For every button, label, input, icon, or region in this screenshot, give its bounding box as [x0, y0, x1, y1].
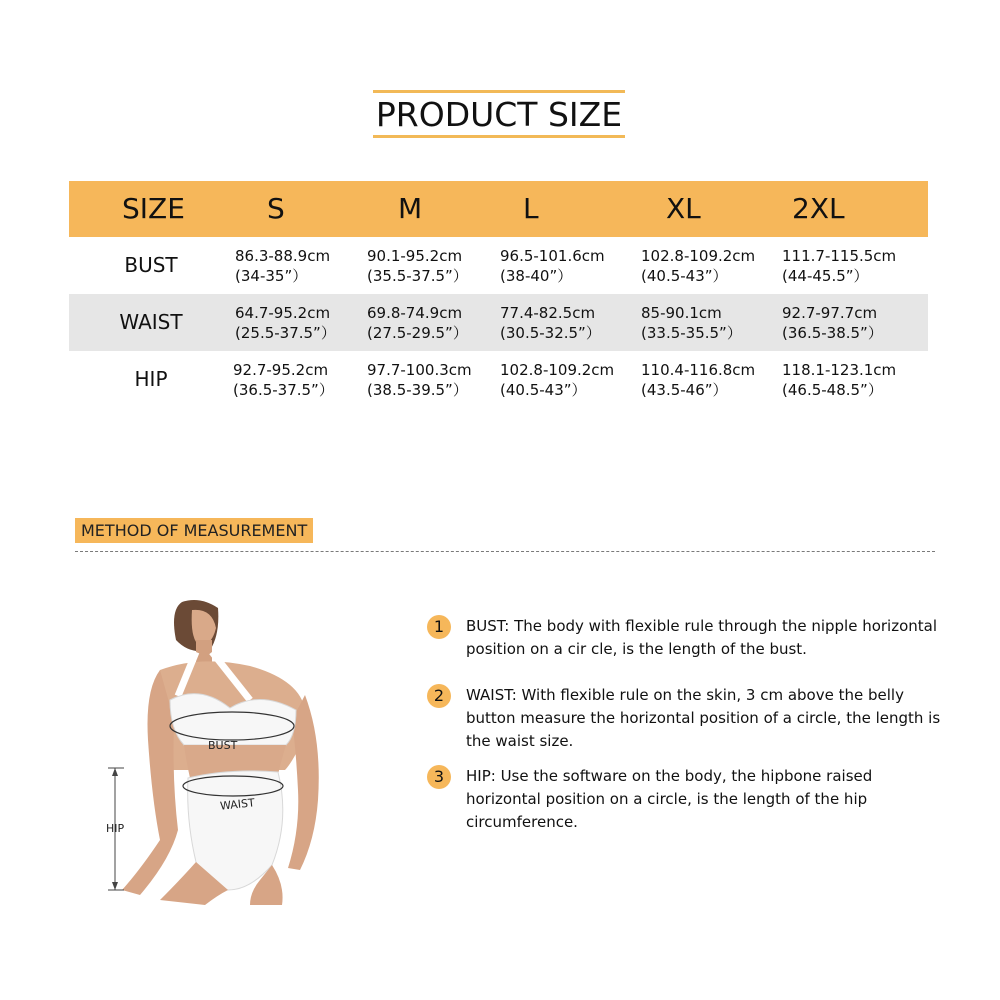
row-label-waist: WAIST: [119, 310, 183, 334]
figure-label-bust: BUST: [208, 739, 238, 752]
cell-hip-xl: [641, 360, 755, 400]
cell-cm: 96.5-101.6cm: [500, 247, 605, 265]
cell-bust-s: [235, 246, 330, 286]
size-header-xl: XL: [666, 192, 701, 225]
cell-waist-m: [367, 303, 468, 343]
cell-cm: 102.8-109.2cm: [500, 361, 615, 379]
cell-waist-l: [500, 303, 601, 343]
size-table-header: [69, 181, 928, 237]
method-heading: METHOD OF MEASUREMENT: [75, 518, 313, 543]
cell-cm: 64.7-95.2cm: [235, 304, 331, 322]
cell-cm: 86.3-88.9cm: [235, 247, 331, 265]
cell-cm: 110.4-116.8cm: [641, 361, 756, 379]
figure-label-hip: HIP: [106, 822, 125, 835]
cell-bust-2xl: [782, 246, 896, 286]
size-header-m: M: [398, 192, 423, 225]
step-number-badge: 3: [427, 765, 451, 789]
cell-cm: 69.8-74.9cm: [367, 304, 463, 322]
cell-cm: 97.7-100.3cm: [367, 361, 472, 379]
cell-cm: 77.4-82.5cm: [500, 304, 596, 322]
cell-hip-m: [367, 360, 472, 400]
cell-inch: (33.5-35.5”）: [641, 324, 742, 342]
title-frame: [373, 90, 625, 138]
cell-inch: (38-40”）: [500, 267, 573, 285]
size-header-label: SIZE: [122, 192, 185, 225]
size-table: [69, 181, 928, 408]
row-label-hip: HIP: [134, 367, 168, 391]
cell-inch: (25.5-37.5”）: [235, 324, 336, 342]
section-divider: [75, 551, 935, 552]
measurement-figure: [100, 600, 340, 905]
cell-inch: (40.5-43”）: [641, 267, 728, 285]
cell-inch: (44-45.5”）: [782, 267, 869, 285]
cell-bust-xl: [641, 246, 755, 286]
cell-inch: (43.5-46”）: [641, 381, 728, 399]
cell-waist-s: [235, 303, 336, 343]
cell-waist-2xl: [782, 303, 883, 343]
cell-waist-xl: [641, 303, 742, 343]
cell-hip-l: [500, 360, 614, 400]
cell-inch: (36.5-37.5”）: [233, 381, 334, 399]
step-text: HIP: Use the software on the body, the hipbone raised horizontal position on a circle, is the length of the hip circumference.: [466, 767, 873, 831]
size-header-l: L: [523, 192, 539, 225]
cell-inch: (38.5-39.5”）: [367, 381, 468, 399]
page-title: PRODUCT SIZE: [375, 94, 623, 134]
table-row-bust: [69, 237, 928, 294]
step-text: WAIST: With flexible rule on the skin, 3 cm above the belly button measure the horizontal position of a circle, the length is the waist size.: [466, 686, 941, 750]
cell-inch: (46.5-48.5”）: [782, 381, 883, 399]
cell-cm: 90.1-95.2cm: [367, 247, 463, 265]
cell-cm: 102.8-109.2cm: [641, 247, 756, 265]
cell-cm: 85-90.1cm: [641, 304, 722, 322]
step-number-badge: 2: [427, 684, 451, 708]
cell-bust-m: [367, 246, 468, 286]
table-row-waist: [69, 294, 928, 351]
figure-label-waist: WAIST: [219, 796, 256, 813]
cell-bust-l: [500, 246, 605, 286]
size-header-s: S: [267, 192, 285, 225]
cell-hip-2xl: [782, 360, 896, 400]
cell-inch: (34-35”）: [235, 267, 308, 285]
cell-cm: 118.1-123.1cm: [782, 361, 897, 379]
cell-cm: 92.7-95.2cm: [233, 361, 329, 379]
cell-cm: 92.7-97.7cm: [782, 304, 878, 322]
size-header-2xl: 2XL: [792, 192, 845, 225]
row-label-bust: BUST: [124, 253, 178, 277]
cell-inch: (40.5-43”）: [500, 381, 587, 399]
cell-inch: (35.5-37.5”）: [367, 267, 468, 285]
table-row-hip: [69, 351, 928, 408]
cell-inch: (30.5-32.5”）: [500, 324, 601, 342]
cell-inch: (27.5-29.5”）: [367, 324, 468, 342]
cell-inch: (36.5-38.5”）: [782, 324, 883, 342]
body-illustration: [100, 600, 340, 905]
cell-cm: 111.7-115.5cm: [782, 247, 897, 265]
step-number-badge: 1: [427, 615, 451, 639]
cell-hip-s: [233, 360, 334, 400]
step-text: BUST: The body with flexible rule through the nipple horizontal position on a cir cle, is the length of the bust.: [466, 617, 938, 658]
